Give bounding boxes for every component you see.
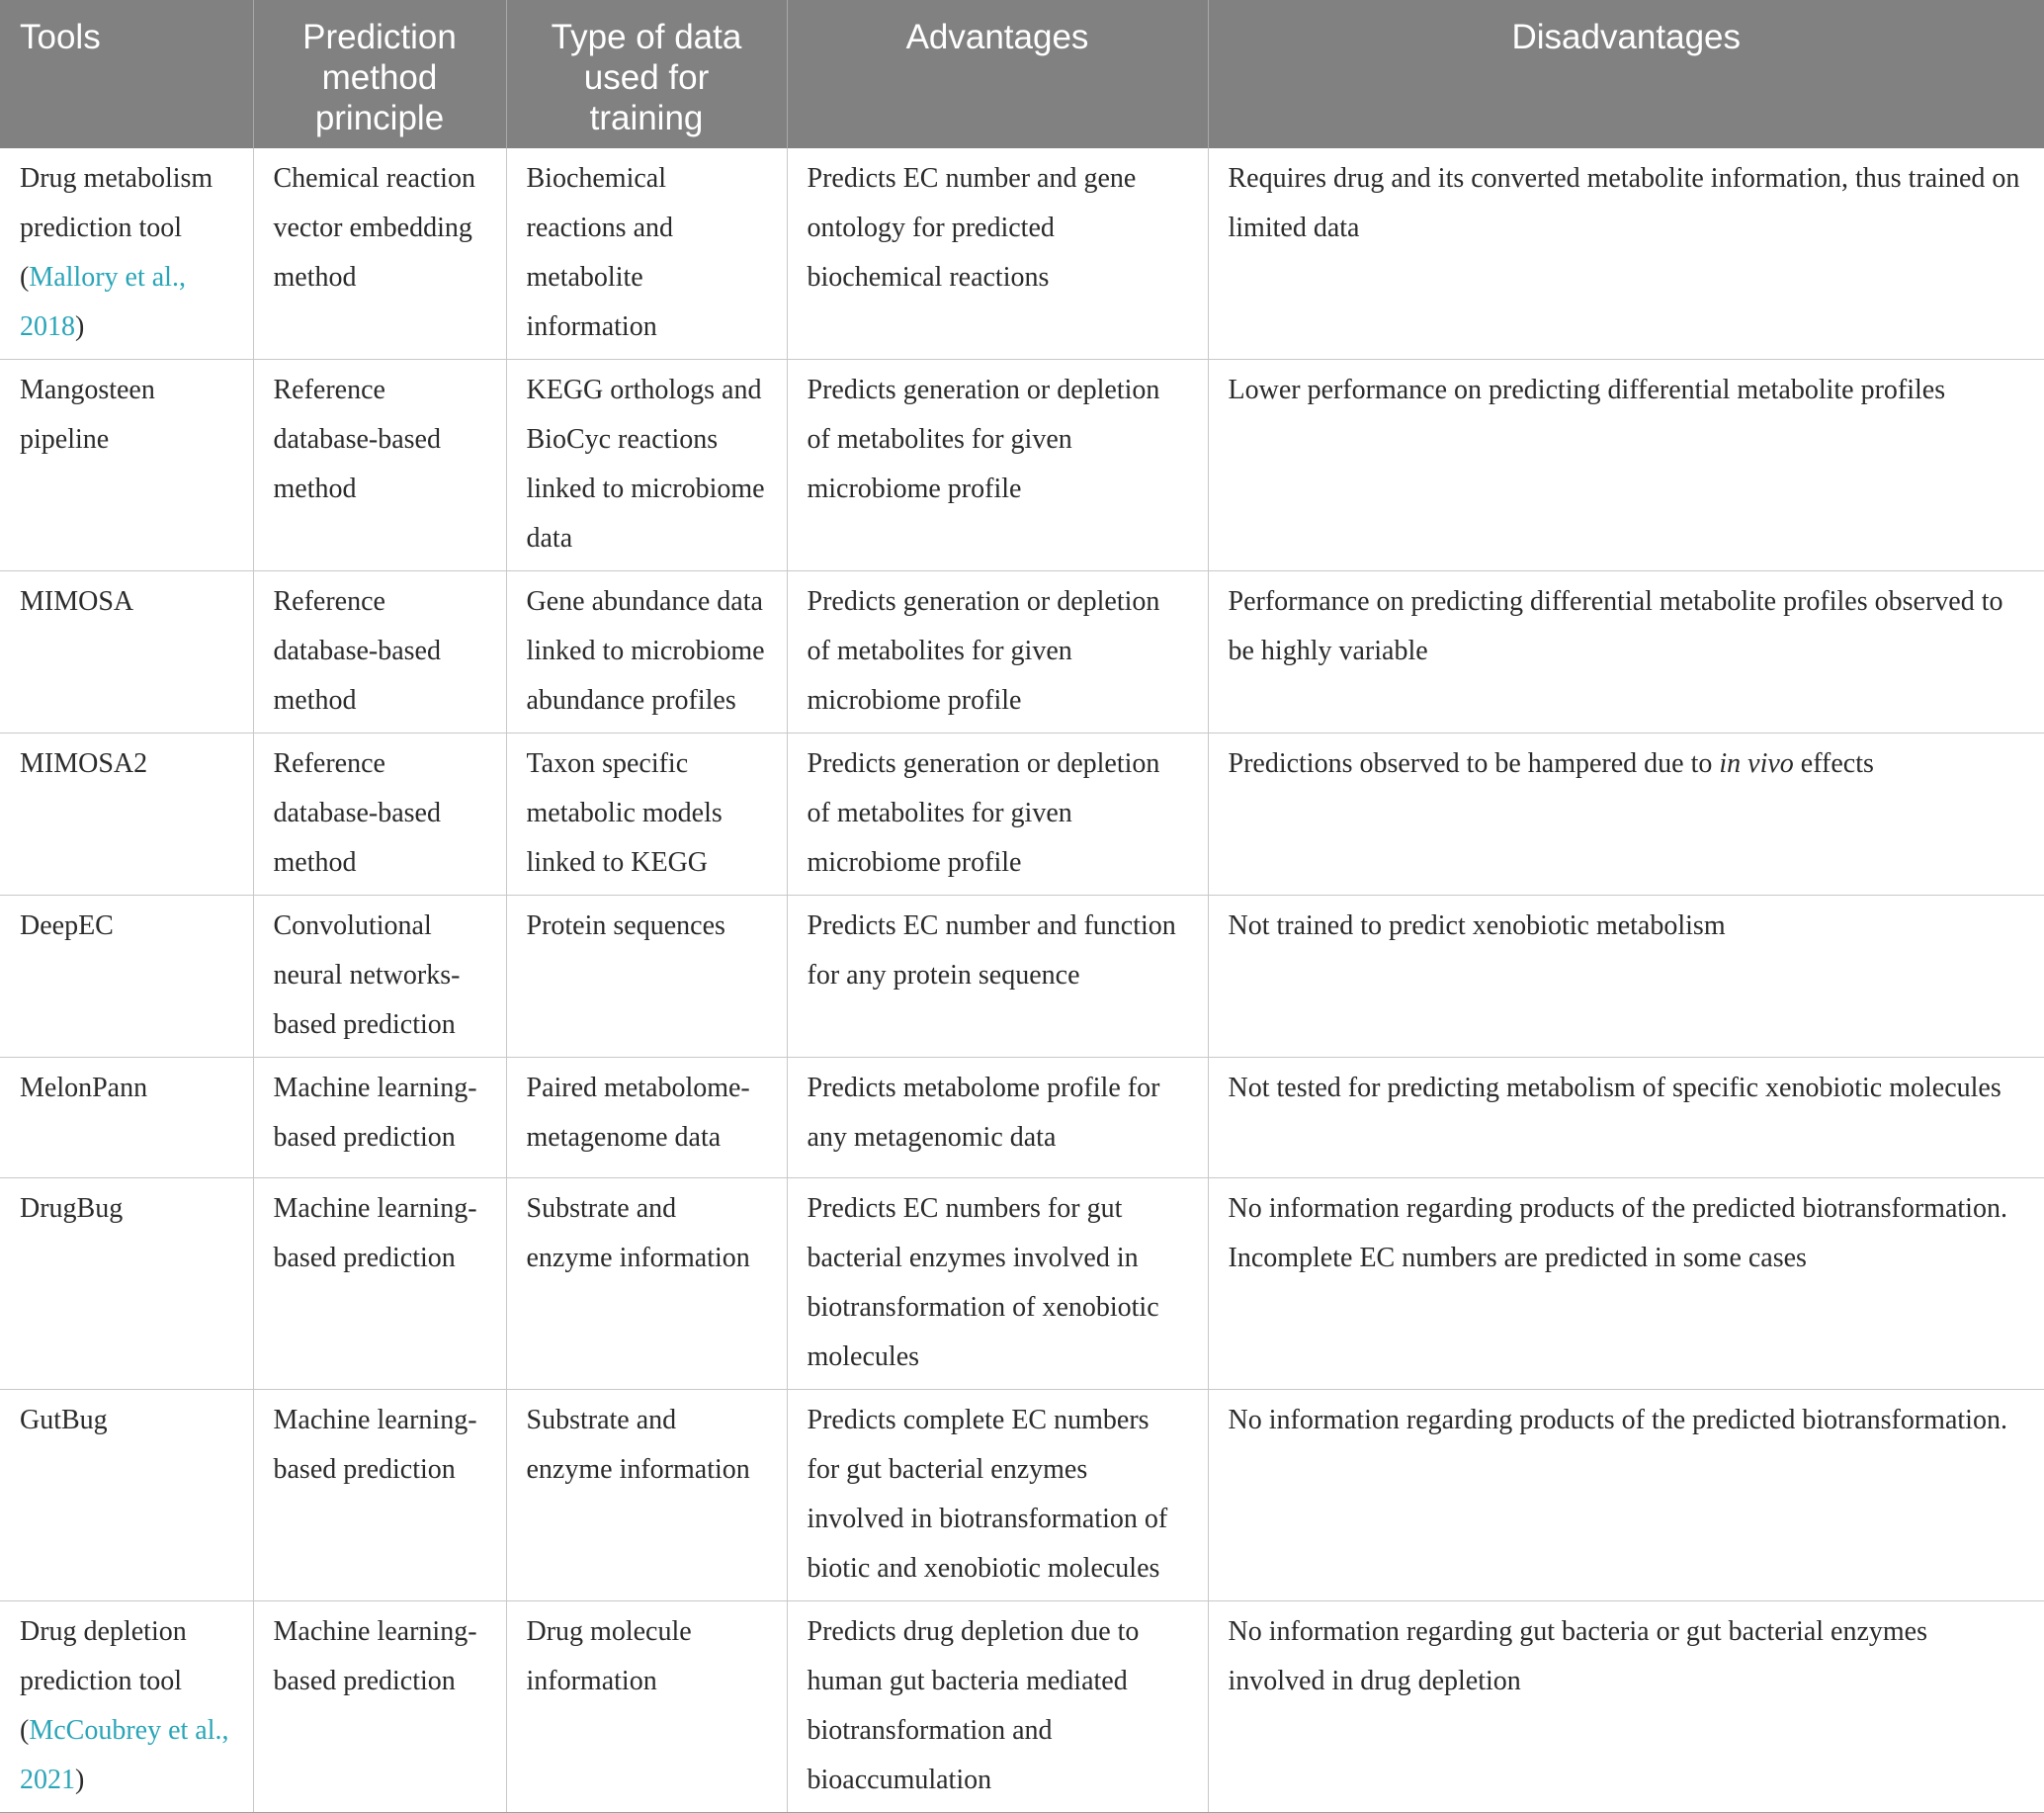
citation-link[interactable]: McCoubrey et al., 2021 — [20, 1715, 229, 1795]
principle-cell: Machine learning-based prediction — [253, 1601, 506, 1813]
data-type-cell: Substrate and enzyme information — [506, 1390, 787, 1601]
tool-cell: MelonPann — [0, 1058, 253, 1178]
table-row — [0, 1058, 2044, 1178]
disadvantages-cell: Not trained to predict xenobiotic metabolism — [1208, 896, 2044, 1058]
principle-cell: Machine learning-based prediction — [253, 1058, 506, 1178]
principle-cell: Machine learning-based prediction — [253, 1390, 506, 1601]
disadvantages-cell: Requires drug and its converted metabolite information, thus trained on limited data — [1208, 148, 2044, 360]
advantages-cell: Predicts EC numbers for gut bacterial enzymes involved in biotransformation of xenobiotic molecules — [787, 1178, 1208, 1390]
disadvantages-cell — [1208, 734, 2044, 896]
tool-cell: GutBug — [0, 1390, 253, 1601]
data-type-cell: Biochemical reactions and metabolite information — [506, 148, 787, 360]
principle-cell: Reference database-based method — [253, 571, 506, 734]
table-row — [0, 896, 2044, 1058]
tool-cell: MIMOSA — [0, 571, 253, 734]
advantages-cell: Predicts drug depletion due to human gut bacteria mediated biotransformation and bioaccumulation — [787, 1601, 1208, 1813]
data-type-cell: Taxon specific metabolic models linked to KEGG — [506, 734, 787, 896]
data-type-cell: KEGG orthologs and BioCyc reactions linked to microbiome data — [506, 360, 787, 571]
table-row — [0, 1178, 2044, 1390]
advantages-cell: Predicts complete EC numbers for gut bacterial enzymes involved in biotransformation of biotic and xenobiotic molecules — [787, 1390, 1208, 1601]
tool-cell: Mangosteen pipeline — [0, 360, 253, 571]
advantages-cell: Predicts generation or depletion of metabolites for given microbiome profile — [787, 734, 1208, 896]
data-type-cell: Paired metabolome-metagenome data — [506, 1058, 787, 1178]
data-type-cell: Substrate and enzyme information — [506, 1178, 787, 1390]
header-disadvantages: Disadvantages — [1208, 0, 2044, 148]
table-row — [0, 1390, 2044, 1601]
tool-cell — [0, 148, 253, 360]
data-type-cell: Protein sequences — [506, 896, 787, 1058]
advantages-cell: Predicts generation or depletion of metabolites for given microbiome profile — [787, 571, 1208, 734]
tool-name: Drug metabolism prediction tool ( — [20, 163, 213, 293]
disadvantages-cell: No information regarding products of the predicted biotransformation. Incomplete EC numbers are predicted in some cases — [1208, 1178, 2044, 1390]
tool-suffix: ) — [75, 311, 85, 342]
advantages-cell: Predicts metabolome profile for any metagenomic data — [787, 1058, 1208, 1178]
disadvantages-cell: No information regarding products of the predicted biotransformation. — [1208, 1390, 2044, 1601]
table-row — [0, 360, 2044, 571]
tool-cell — [0, 1601, 253, 1813]
header-principle: Prediction method principle — [253, 0, 506, 148]
table-row — [0, 1601, 2044, 1813]
tool-cell: MIMOSA2 — [0, 734, 253, 896]
header-data-type: Type of data used for training — [506, 0, 787, 148]
data-type-cell: Drug molecule information — [506, 1601, 787, 1813]
disadvantages-suffix: effects — [1793, 748, 1874, 779]
data-type-cell: Gene abundance data linked to microbiome abundance profiles — [506, 571, 787, 734]
table-row — [0, 148, 2044, 360]
tool-cell: DeepEC — [0, 896, 253, 1058]
header-advantages: Advantages — [787, 0, 1208, 148]
disadvantages-cell: Lower performance on predicting differential metabolite profiles — [1208, 360, 2044, 571]
header-tools: Tools — [0, 0, 253, 148]
tool-cell: DrugBug — [0, 1178, 253, 1390]
principle-cell: Reference database-based method — [253, 360, 506, 571]
disadvantages-cell: Not tested for predicting metabolism of specific xenobiotic molecules — [1208, 1058, 2044, 1178]
advantages-cell: Predicts EC number and function for any protein sequence — [787, 896, 1208, 1058]
citation-link[interactable]: Mallory et al., 2018 — [20, 262, 186, 342]
advantages-cell: Predicts EC number and gene ontology for predicted biochemical reactions — [787, 148, 1208, 360]
principle-cell: Convolutional neural networks-based prediction — [253, 896, 506, 1058]
principle-cell: Chemical reaction vector embedding method — [253, 148, 506, 360]
disadvantages-cell: Performance on predicting differential metabolite profiles observed to be highly variable — [1208, 571, 2044, 734]
disadvantages-cell: No information regarding gut bacteria or gut bacterial enzymes involved in drug depletion — [1208, 1601, 2044, 1813]
tool-suffix: ) — [75, 1765, 85, 1795]
advantages-cell: Predicts generation or depletion of metabolites for given microbiome profile — [787, 360, 1208, 571]
table-row — [0, 571, 2044, 734]
principle-cell: Reference database-based method — [253, 734, 506, 896]
disadvantages-text: Predictions observed to be hampered due to — [1228, 748, 1720, 779]
header-row — [0, 0, 2044, 148]
principle-cell: Machine learning-based prediction — [253, 1178, 506, 1390]
tool-name: Drug depletion prediction tool ( — [20, 1616, 187, 1746]
table-row — [0, 734, 2044, 896]
disadvantages-italic: in vivo — [1719, 748, 1794, 779]
